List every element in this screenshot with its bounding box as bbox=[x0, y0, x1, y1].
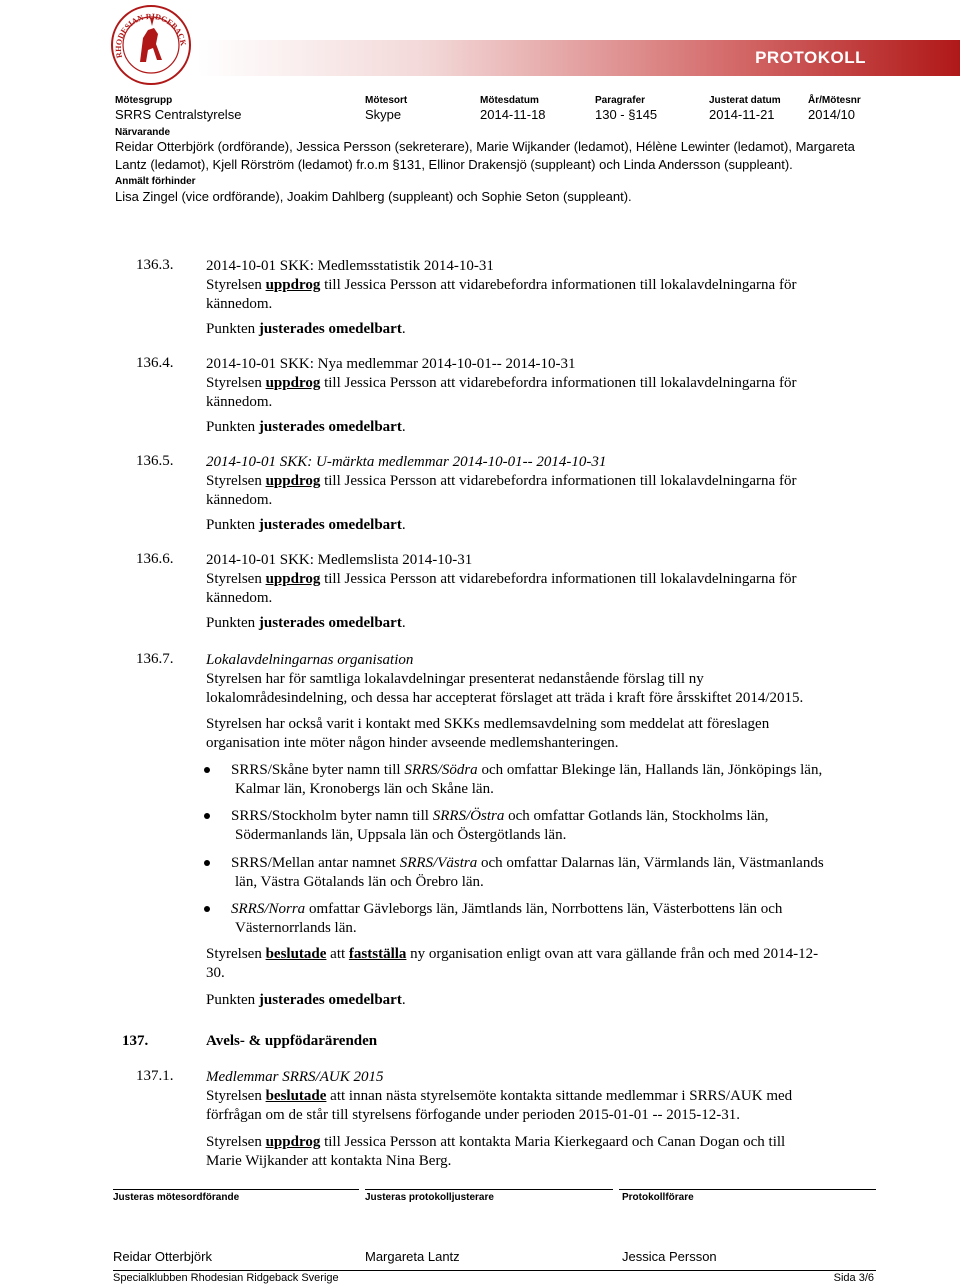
footer-organization: Specialklubben Rhodesian Ridgeback Sverige bbox=[113, 1272, 339, 1284]
item-title: 2014-10-01 SKK: Medlemsstatistik 2014-10-31 bbox=[206, 258, 494, 274]
absent-label: Anmält förhinder bbox=[115, 176, 196, 187]
item-text: Styrelsen uppdrog till Jessica Persson att vidarebefordra informationen till lokalavdelningarna för bbox=[206, 473, 797, 489]
bullet-icon bbox=[204, 813, 210, 819]
signature-line bbox=[365, 1189, 613, 1190]
meta-label-paragrafer: Paragrafer bbox=[595, 95, 646, 106]
item-title: Lokalavdelningarnas organisation bbox=[206, 652, 414, 668]
agenda-item bbox=[206, 651, 803, 708]
bullet-icon bbox=[204, 860, 210, 866]
item-number: 136.3. bbox=[136, 257, 174, 273]
meta-label-motesort: Mötesort bbox=[365, 95, 408, 106]
list-item: SRRS/Skåne byter namn till SRRS/Södra och omfattar Blekinge län, Hallands län, Jönköpings län, Kalmar län, Kronobergs län och Skåne län. bbox=[231, 762, 823, 797]
present-line: Lantz (ledamot), Kjell Rörström (ledamot) fr.o.m §131, Ellinor Drakensjö (suppleant) och Linda Andersson (suppleant). bbox=[115, 157, 793, 172]
present-line: Reidar Otterbjörk (ordförande), Jessica Persson (sekreterare), Marie Wijkander (ledamot), Hélène Lewinter (ledamot), Margareta bbox=[115, 139, 855, 154]
meta-value-motesgrupp: SRRS Centralstyrelse bbox=[115, 107, 242, 122]
signature-line bbox=[113, 1189, 359, 1190]
item-approval: Punkten justerades omedelbart. bbox=[206, 517, 406, 533]
signature-line bbox=[619, 1189, 876, 1190]
agenda-item bbox=[206, 453, 796, 535]
agenda-item bbox=[206, 257, 796, 339]
item-approval: Punkten justerades omedelbart. bbox=[206, 615, 406, 631]
bullet-icon bbox=[204, 767, 210, 773]
club-logo bbox=[110, 4, 192, 86]
meta-value-motesort: Skype bbox=[365, 107, 402, 122]
decision-paragraph: Styrelsen beslutade att fastställa ny organisation enligt ovan att vara gällande från och med 2014-12- 30. Punkten justerades omedelbart. bbox=[206, 946, 819, 1008]
contact-paragraph bbox=[206, 715, 769, 753]
agenda-item bbox=[206, 355, 796, 437]
item-text: Styrelsen uppdrog till Jessica Persson att vidarebefordra informationen till lokalavdelningarna för bbox=[206, 375, 797, 391]
item-text: lokalområdesindelning, och dessa har accepterat förslaget att träda i kraft före årsskiftet 2014/2015. bbox=[206, 690, 804, 706]
footer-divider bbox=[113, 1270, 876, 1271]
list-item: SRRS/Norra omfattar Gävleborgs län, Jämtlands län, Norrbottens län, Västerbottens län och Västernorrlands län. bbox=[231, 901, 783, 936]
item-title: Medlemmar SRRS/AUK 2015 bbox=[206, 1069, 384, 1085]
item-number: 136.6. bbox=[136, 551, 174, 567]
item-title: 2014-10-01 SKK: U-märkta medlemmar 2014-10-01-- 2014-10-31 bbox=[206, 454, 607, 470]
item-text: Styrelsen har för samtliga lokalavdelningar presenterat nedanstående förslag till ny bbox=[206, 671, 704, 687]
item-approval: Punkten justerades omedelbart. bbox=[206, 321, 406, 337]
item-text: kännedom. bbox=[206, 394, 273, 410]
meta-label-motesgrupp: Mötesgrupp bbox=[115, 95, 173, 106]
meta-value-motesdatum: 2014-11-18 bbox=[480, 107, 546, 122]
meta-value-ar-motesnr: 2014/10 bbox=[808, 107, 855, 122]
signature-name-chair: Reidar Otterbjörk bbox=[113, 1249, 212, 1264]
signature-label-secretary: Protokollförare bbox=[622, 1192, 694, 1203]
item-approval: Punkten justerades omedelbart. bbox=[206, 419, 406, 435]
item-number: 136.7. bbox=[136, 651, 174, 667]
signature-name-secretary: Jessica Persson bbox=[622, 1249, 717, 1264]
agenda-item: Medlemmar SRRS/AUK 2015 Styrelsen beslutade att innan nästa styrelsemöte kontakta sittande medlemmar i SRRS/AUK med förfrågan om de står till styrelsens förfogande under perioden 2015-01-01 -- 2015-12-31. Styrelsen uppdrog till Jessica Persson att kontakta Maria Kierkegaard och Canan Dogan och till Marie Wijkander att kontakta Nina Berg. bbox=[206, 1069, 793, 1169]
item-text: Styrelsen har också varit i kontakt med SKKs medlemsavdelning som meddelat att föreslagen bbox=[206, 716, 770, 732]
item-number: 137.1. bbox=[136, 1068, 174, 1084]
logo-text: RHODESIAN RIDGEBACK bbox=[113, 11, 188, 59]
meta-label-ar-motesnr: År/Mötesnr bbox=[808, 95, 861, 106]
absent-list: Lisa Zingel (vice ordförande), Joakim Dahlberg (suppleant) och Sophie Seton (suppleant). bbox=[115, 189, 632, 204]
list-item: SRRS/Mellan antar namnet SRRS/Västra och omfattar Dalarnas län, Värmlands län, Västmanlands län, Västra Götalands län och Örebro län. bbox=[231, 855, 824, 890]
present-list bbox=[115, 138, 855, 174]
meta-label-justerat-datum: Justerat datum bbox=[709, 95, 781, 106]
page-number: Sida 3/6 bbox=[833, 1272, 874, 1284]
doc-type-title: PROTOKOLL bbox=[755, 48, 866, 67]
section-title: Avels- & uppfödarärenden bbox=[206, 1033, 378, 1049]
item-approval: Punkten justerades omedelbart. bbox=[206, 992, 406, 1008]
present-label: Närvarande bbox=[115, 127, 171, 138]
item-text: kännedom. bbox=[206, 296, 273, 312]
bullet-icon bbox=[204, 906, 210, 912]
item-text: Styrelsen uppdrog till Jessica Persson att vidarebefordra informationen till lokalavdelningarna för bbox=[206, 571, 797, 587]
item-text: Styrelsen uppdrog till Jessica Persson att vidarebefordra informationen till lokalavdelningarna för bbox=[206, 277, 797, 293]
list-item: SRRS/Stockholm byter namn till SRRS/Östra och omfattar Gotlands län, Stockholms län, Södermanlands län, Uppsala län och Östergötlands län. bbox=[231, 808, 769, 843]
signature-name-adjuster: Margareta Lantz bbox=[365, 1249, 460, 1264]
meta-value-justerat-datum: 2014-11-21 bbox=[709, 107, 775, 122]
item-text: kännedom. bbox=[206, 590, 273, 606]
agenda-item bbox=[206, 551, 796, 633]
item-title: 2014-10-01 SKK: Medlemslista 2014-10-31 bbox=[206, 552, 473, 568]
meta-value-paragrafer: 130 - §145 bbox=[595, 107, 658, 122]
item-number: 136.5. bbox=[136, 453, 174, 469]
item-text: kännedom. bbox=[206, 492, 273, 508]
meta-label-motesdatum: Mötesdatum bbox=[480, 95, 539, 106]
signature-label-adjuster: Justeras protokolljusterare bbox=[365, 1192, 494, 1203]
item-number: 136.4. bbox=[136, 355, 174, 371]
item-text: organisation inte möter någon hinder avseende medlemshanteringen. bbox=[206, 735, 619, 751]
item-title: 2014-10-01 SKK: Nya medlemmar 2014-10-01-- 2014-10-31 bbox=[206, 356, 576, 372]
section-number: 137. bbox=[122, 1033, 149, 1049]
signature-label-chair: Justeras mötesordförande bbox=[113, 1192, 240, 1203]
